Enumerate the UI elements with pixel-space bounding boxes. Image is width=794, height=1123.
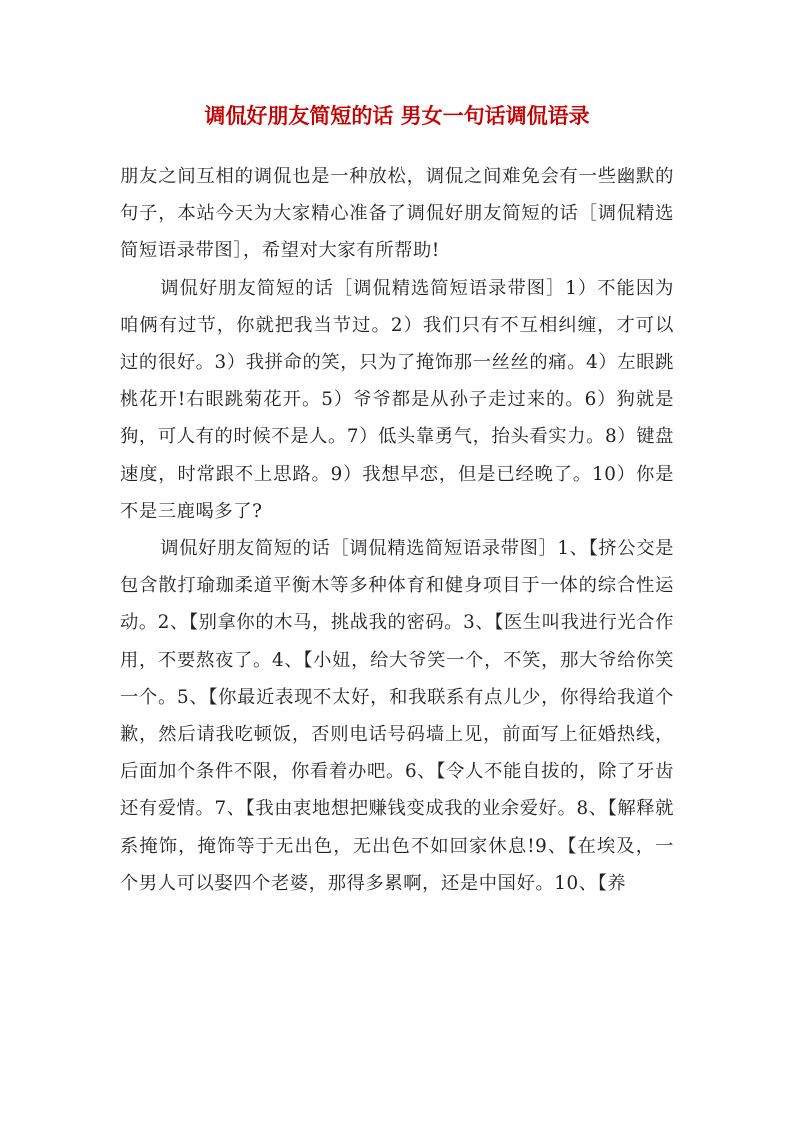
document-title: 调侃好朋友简短的话 男女一句话调侃语录 xyxy=(204,103,590,128)
paragraph-list-2: 调侃好朋友简短的话［调侃精选简短语录带图］1、【挤公交是包含散打瑜珈柔道平衡木等多种体育和健身项目于一体的综合性运动。2、【别拿你的木马，挑战我的密码。3、【医生叫我进行光合作用，不要熬夜了。4、【小妞，给大爷笑一个，不笑，那大爷给你笑一个。5、【你最近表现不太好，和我联系有点儿少，你得给我道个歉，然后请我吃顿饭，否则电话号码墙上见，前面写上征婚热线，后面加个条件不限，你看着办吧。6、【令人不能自拔的，除了牙齿还有爱情。7、【我由衷地想把赚钱变成我的业余爱好。8、【解释就系掩饰，掩饰等于无出色，无出色不如回家休息!9、【在埃及，一个男人可以娶四个老婆，那得多累啊，还是中国好。10、【养 xyxy=(120,538,674,894)
document-body xyxy=(120,158,674,902)
paragraph-list-1: 调侃好朋友简短的话［调侃精选简短语录带图］1）不能因为咱俩有过节，你就把我当节过。2）我们只有不互相纠缠，才可以过的很好。3）我拼命的笑，只为了掩饰那一丝丝的痛。4）左眼跳桃花开!右眼跳菊花开。5）爷爷都是从孙子走过来的。6）狗就是狗，可人有的时候不是人。7）低头靠勇气，抬头看实力。8）键盘速度，时常跟不上思路。9）我想早恋，但是已经晚了。10）你是不是三鹿喝多了? xyxy=(120,277,674,522)
paragraph-intro: 朋友之间互相的调侃也是一种放松，调侃之间难免会有一些幽默的句子，本站今天为大家精心准备了调侃好朋友简短的话［调侃精选简短语录带图］，希望对大家有所帮助! xyxy=(120,166,674,262)
